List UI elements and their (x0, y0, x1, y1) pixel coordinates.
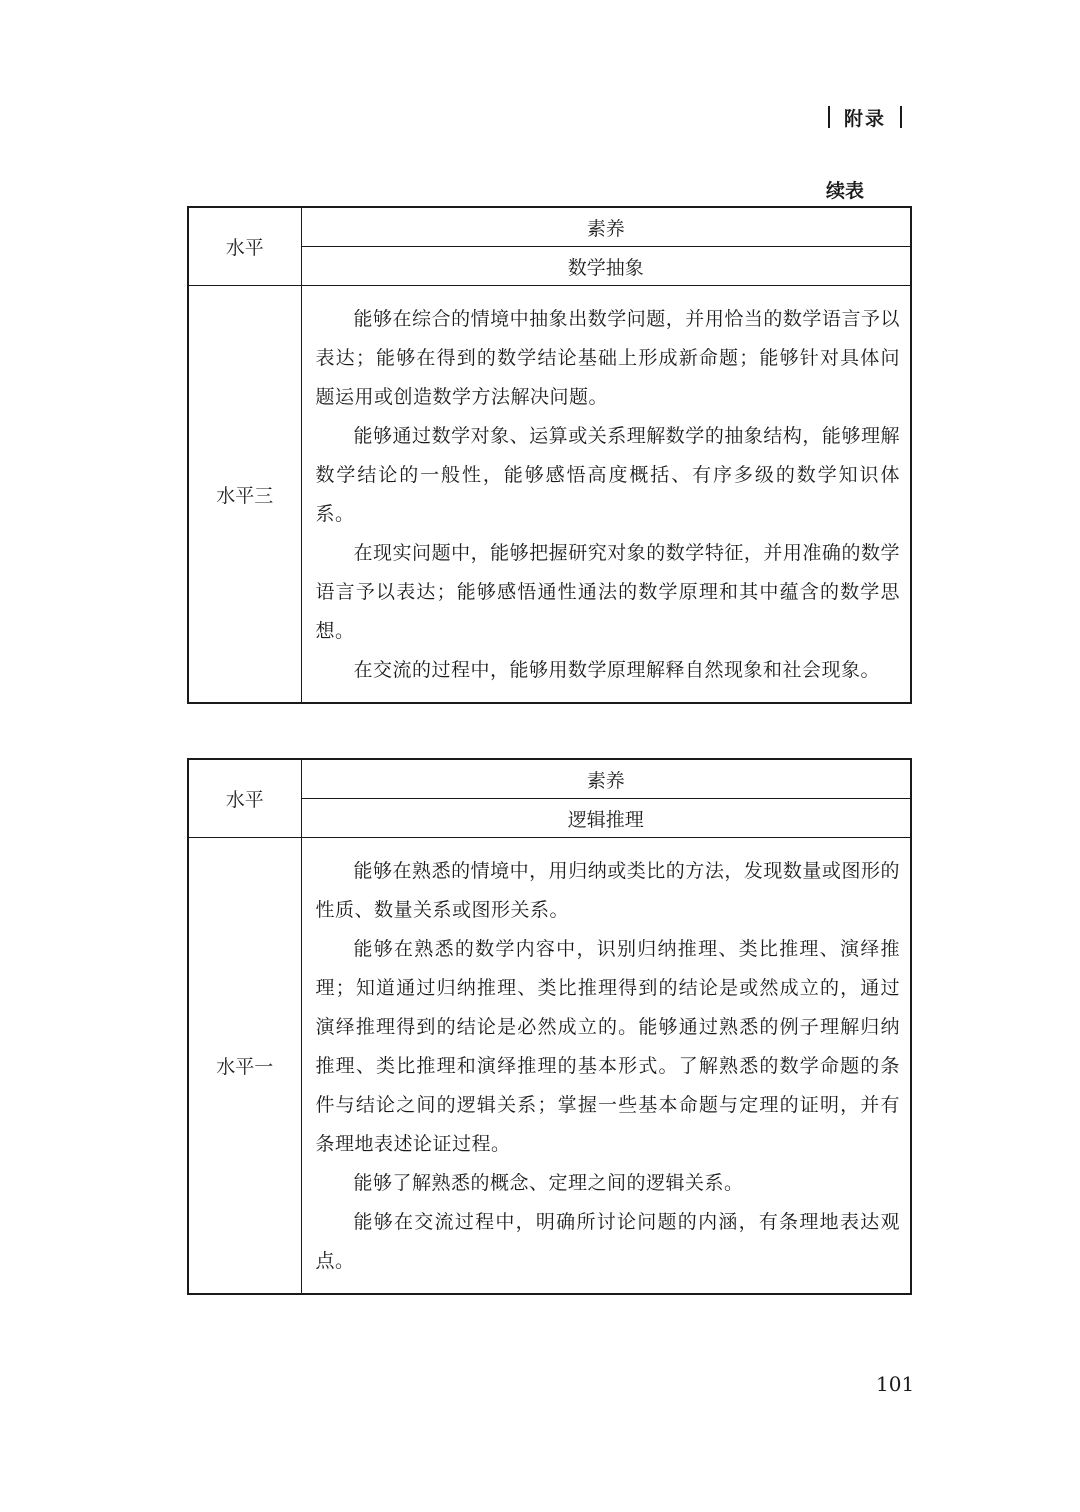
table-header-row (188, 207, 911, 247)
description-paragraph: 能够在综合的情境中抽象出数学问题，并用恰当的数学语言予以表达；能够在得到的数学结论基础上形成新命题；能够针对具体问题运用或创造数学方法解决问题。 (315, 308, 900, 408)
table-row (188, 286, 911, 704)
header-section-title: 附录 (844, 107, 887, 130)
description-paragraph: 在交流的过程中，能够用数学原理解释自然现象和社会现象。 (353, 659, 881, 681)
running-header (828, 104, 902, 130)
description-paragraph: 在现实问题中，能够把握研究对象的数学特征，并用准确的数学语言予以表达；能够感悟通性通法的数学原理和其中蕴含的数学思想。 (315, 542, 900, 642)
page-number: 101 (876, 1372, 915, 1396)
header-literacy: 素养 (301, 207, 911, 247)
header-level: 水平 (188, 207, 301, 286)
description-paragraph: 能够在交流过程中，明确所讨论问题的内涵，有条理地表达观点。 (315, 1211, 900, 1272)
table-header-row (188, 759, 911, 799)
header-level: 水平 (188, 759, 301, 838)
table-row (188, 838, 911, 1295)
level-description (301, 838, 911, 1295)
description-paragraph: 能够在熟悉的情境中，用归纳或类比的方法，发现数量或图形的性质、数量关系或图形关系。 (315, 860, 900, 921)
literacy-table-logical-reasoning (187, 758, 912, 1295)
description-paragraph: 能够了解熟悉的概念、定理之间的逻辑关系。 (353, 1172, 744, 1194)
literacy-name: 逻辑推理 (301, 799, 911, 838)
header-right-rule (900, 106, 902, 128)
level-label: 水平三 (188, 286, 301, 704)
continued-table-label: 续表 (826, 180, 865, 202)
literacy-table-math-abstraction (187, 206, 912, 704)
level-label: 水平一 (188, 838, 301, 1295)
literacy-name: 数学抽象 (301, 247, 911, 286)
header-literacy: 素养 (301, 759, 911, 799)
description-paragraph: 能够在熟悉的数学内容中，识别归纳推理、类比推理、演绎推理；知道通过归纳推理、类比推理得到的结论是或然成立的，通过演绎推理得到的结论是必然成立的。能够通过熟悉的例子理解归纳推理、类比推理和演绎推理的基本形式。了解熟悉的数学命题的条件与结论之间的逻辑关系；掌握一些基本命题与定理的证明，并有条理地表述论证过程。 (315, 938, 900, 1155)
level-description (301, 286, 911, 704)
description-paragraph: 能够通过数学对象、运算或关系理解数学的抽象结构，能够理解数学结论的一般性，能够感悟高度概括、有序多级的数学知识体系。 (315, 425, 900, 525)
